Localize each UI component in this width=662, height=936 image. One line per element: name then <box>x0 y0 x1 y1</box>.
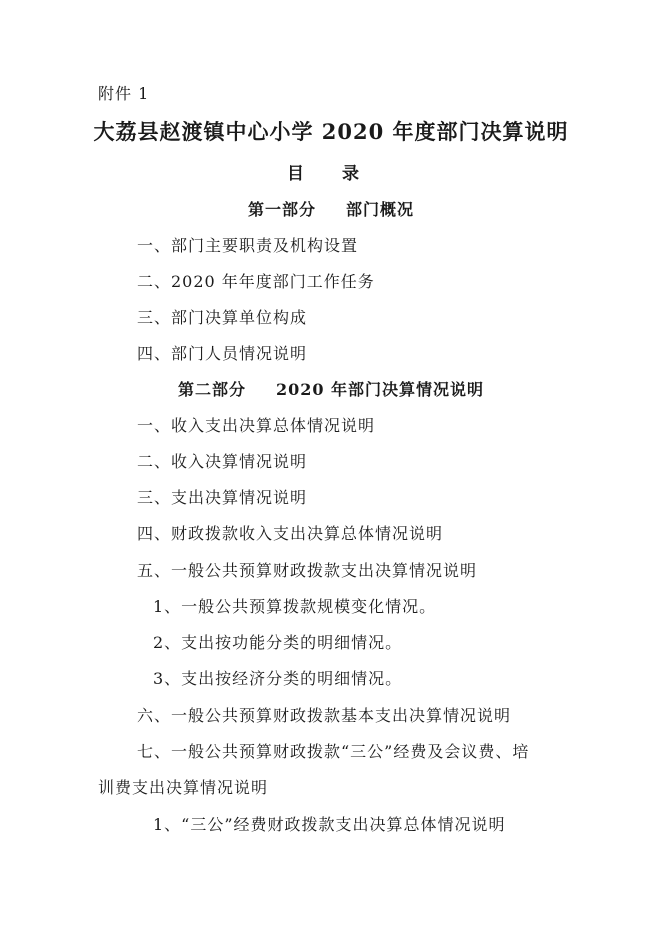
part-two-name: 2020 年部门决算情况说明 <box>275 380 485 399</box>
toc-heading: 目 录 <box>287 164 375 184</box>
part-one-name: 部门概况 <box>346 200 415 219</box>
attachment-label: 附件 1 <box>98 84 150 103</box>
toc-item: 三、支出决算情况说明 <box>137 488 308 507</box>
toc-item: 二、收入决算情况说明 <box>137 452 308 471</box>
toc-item: 七、一般公共预算财政拨款“三公”经费及会议费、培 <box>137 742 530 761</box>
toc-item: 一、部门主要职责及机构设置 <box>137 236 359 255</box>
toc-item: 四、财政拨款收入支出决算总体情况说明 <box>137 524 444 543</box>
toc-item: 三、部门决算单位构成 <box>137 308 308 327</box>
toc-sub-item: 1、“三公”经费财政拨款支出决算总体情况说明 <box>153 815 506 834</box>
part-one-label: 第一部分 <box>247 200 316 219</box>
toc-sub-item: 2、支出按功能分类的明细情况。 <box>153 633 403 652</box>
toc-sub-item: 1、一般公共预算拨款规模变化情况。 <box>153 597 437 616</box>
toc-item-continuation: 训费支出决算情况说明 <box>98 778 269 797</box>
part-one-heading <box>0 200 662 220</box>
toc-item: 一、收入支出决算总体情况说明 <box>137 416 376 435</box>
toc-sub-item: 3、支出按经济分类的明细情况。 <box>153 669 403 688</box>
toc-item: 四、部门人员情况说明 <box>137 344 308 363</box>
part-two-label: 第二部分 <box>177 380 246 399</box>
document-title: 大荔县赵渡镇中心小学 2020 年度部门决算说明 <box>93 119 569 144</box>
part-two-heading <box>0 380 662 400</box>
toc-item: 六、一般公共预算财政拨款基本支出决算情况说明 <box>137 706 512 725</box>
toc-item: 二、2020 年年度部门工作任务 <box>137 272 375 291</box>
toc-item: 五、一般公共预算财政拨款支出决算情况说明 <box>137 561 478 580</box>
